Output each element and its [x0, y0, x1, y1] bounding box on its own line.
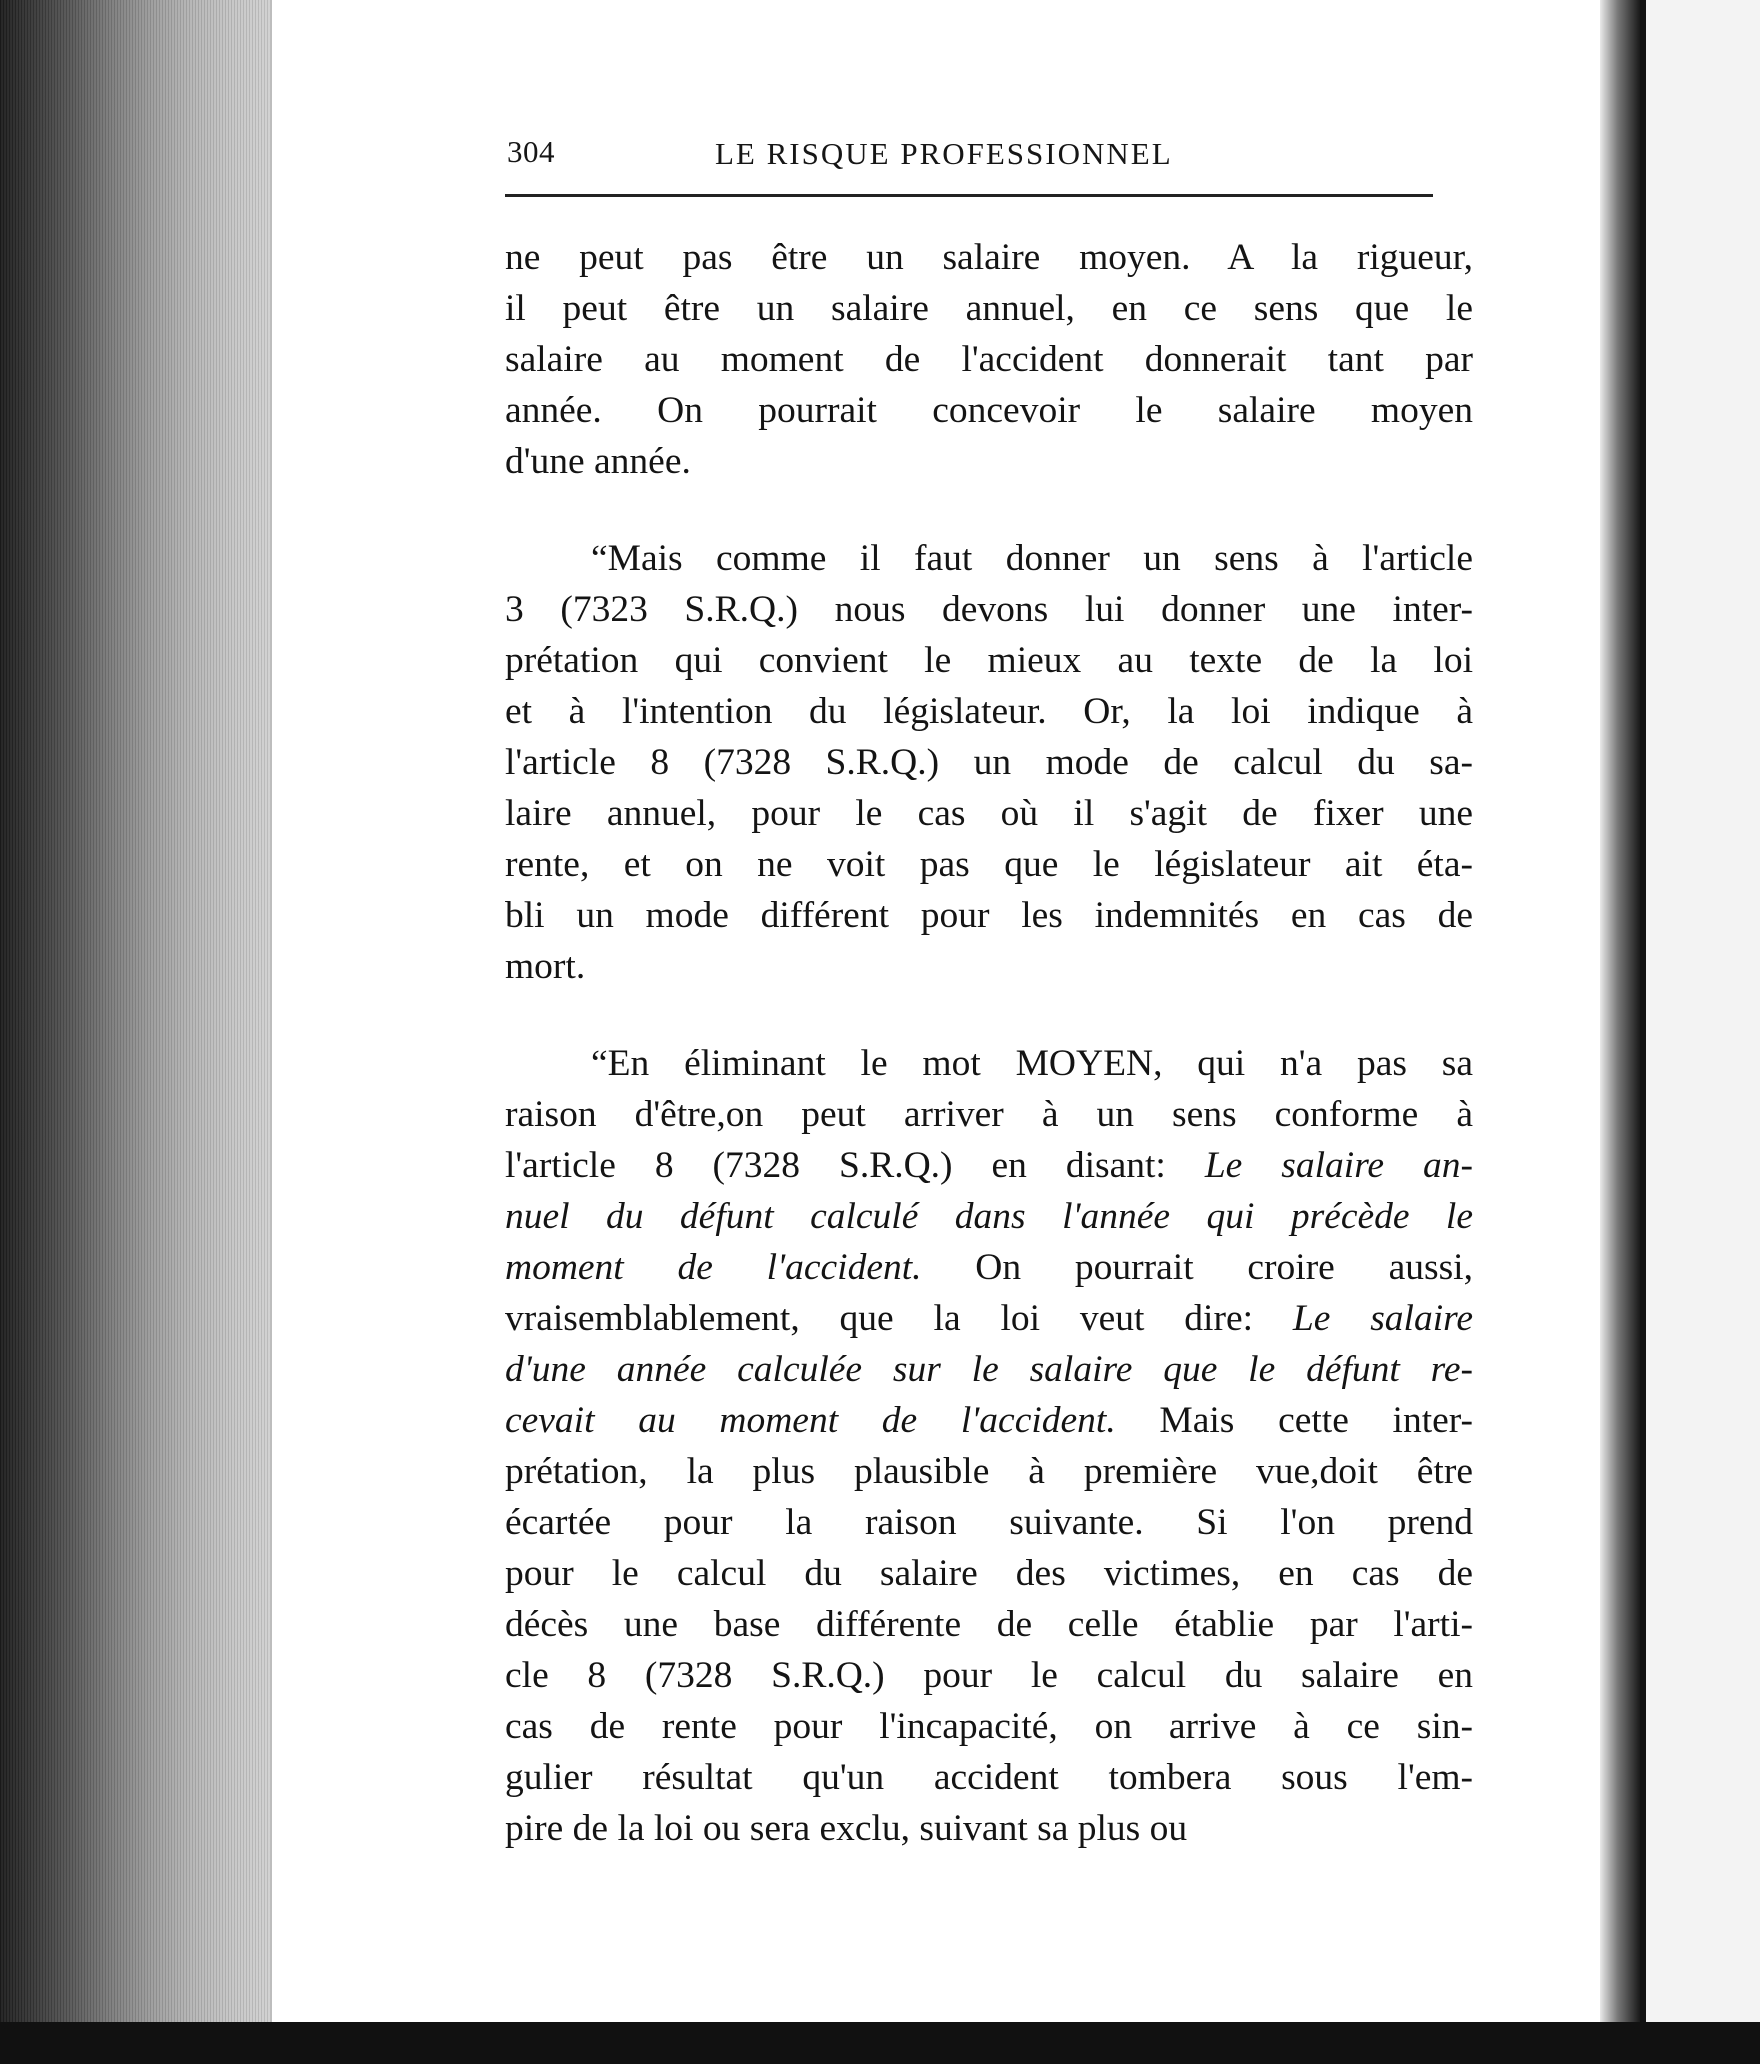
scan-bottom-shadow	[0, 2022, 1760, 2064]
text-line	[505, 283, 1473, 334]
text-segment: cas de rente pour l'incapacité, on arrive à ce sin-	[505, 1706, 1473, 1747]
italic-text-segment: moment de l'accident.	[505, 1247, 922, 1288]
text-line	[505, 839, 1473, 890]
text-line	[505, 941, 1473, 992]
text-segment: et à l'intention du législateur. Or, la loi indique à	[505, 691, 1473, 732]
running-head	[505, 128, 1433, 197]
text-segment: pire de la loi ou sera exclu, suivant sa plus ou	[505, 1808, 1188, 1849]
text-line	[505, 1752, 1473, 1803]
text-segment: l'article 8 (7328 S.R.Q.) en disant:	[505, 1145, 1205, 1186]
text-segment: pour le calcul du salaire des victimes, en cas de	[505, 1553, 1473, 1594]
page-number: 304	[507, 134, 555, 169]
paragraph	[505, 533, 1473, 992]
facing-page-edge	[1640, 0, 1760, 2064]
text-line	[505, 1803, 1473, 1854]
text-line	[505, 737, 1473, 788]
book-page-edges	[0, 0, 285, 2064]
text-segment: “Mais comme il faut donner un sens à l'article	[591, 538, 1473, 579]
text-line	[505, 436, 1473, 487]
text-segment: décès une base différente de celle établie par l'arti-	[505, 1604, 1473, 1645]
text-line	[505, 385, 1473, 436]
paragraph	[505, 1038, 1473, 1854]
text-line	[505, 1140, 1473, 1191]
text-line	[505, 334, 1473, 385]
text-segment: vraisemblablement, que la loi veut dire:	[505, 1298, 1293, 1339]
text-segment: raison d'être,on peut arriver à un sens conforme à	[505, 1094, 1473, 1135]
running-title: LE RISQUE PROFESSIONNEL	[715, 136, 1173, 171]
text-segment: d'une année.	[505, 441, 691, 482]
text-segment: prétation, la plus plausible à première vue,doit être	[505, 1451, 1473, 1492]
text-line	[505, 635, 1473, 686]
paragraph	[505, 232, 1473, 487]
text-line	[505, 533, 1473, 584]
text-line	[505, 890, 1473, 941]
text-line	[505, 1038, 1473, 1089]
text-segment: “En éliminant le mot MOYEN, qui n'a pas sa	[591, 1043, 1473, 1084]
text-line	[505, 584, 1473, 635]
text-segment: l'article 8 (7328 S.R.Q.) un mode de calcul du sa-	[505, 742, 1473, 783]
text-line	[505, 232, 1473, 283]
italic-text-segment: cevait au moment de l'accident.	[505, 1400, 1116, 1441]
text-line	[505, 1293, 1473, 1344]
text-segment: cle 8 (7328 S.R.Q.) pour le calcul du salaire en	[505, 1655, 1473, 1696]
text-segment: année. On pourrait concevoir le salaire moyen	[505, 390, 1473, 431]
body-text	[505, 232, 1473, 1900]
text-segment: bli un mode différent pour les indemnités en cas de	[505, 895, 1473, 936]
text-segment: il peut être un salaire annuel, en ce sens que le	[505, 288, 1473, 329]
text-line	[505, 1599, 1473, 1650]
text-line	[505, 686, 1473, 737]
text-segment: On pourrait croire aussi,	[921, 1247, 1473, 1288]
text-segment: mort.	[505, 946, 586, 987]
text-line	[505, 1650, 1473, 1701]
text-segment: gulier résultat qu'un accident tombera sous l'em-	[505, 1757, 1473, 1798]
text-segment: salaire au moment de l'accident donnerait tant par	[505, 339, 1473, 380]
text-line	[505, 1701, 1473, 1752]
text-segment: Mais cette inter-	[1115, 1400, 1473, 1441]
italic-text-segment: d'une année calculée sur le salaire que le défunt re-	[505, 1349, 1473, 1390]
text-line	[505, 1395, 1473, 1446]
text-line	[505, 1548, 1473, 1599]
text-line	[505, 1089, 1473, 1140]
text-line	[505, 1191, 1473, 1242]
text-segment: 3 (7323 S.R.Q.) nous devons lui donner une inter-	[505, 589, 1473, 630]
text-line	[505, 1344, 1473, 1395]
italic-text-segment: Le salaire an-	[1204, 1145, 1473, 1186]
text-segment: prétation qui convient le mieux au texte de la loi	[505, 640, 1473, 681]
text-line	[505, 1242, 1473, 1293]
text-line	[505, 788, 1473, 839]
book-gutter	[1600, 0, 1640, 2064]
text-segment: laire annuel, pour le cas où il s'agit de fixer une	[505, 793, 1473, 834]
text-segment: rente, et on ne voit pas que le législateur ait éta-	[505, 844, 1473, 885]
italic-text-segment: Le salaire	[1292, 1298, 1473, 1339]
text-segment: écartée pour la raison suivante. Si l'on prend	[505, 1502, 1473, 1543]
text-segment: ne peut pas être un salaire moyen. A la rigueur,	[505, 237, 1473, 278]
italic-text-segment: nuel du défunt calculé dans l'année qui précède le	[505, 1196, 1473, 1237]
text-line	[505, 1497, 1473, 1548]
text-line	[505, 1446, 1473, 1497]
